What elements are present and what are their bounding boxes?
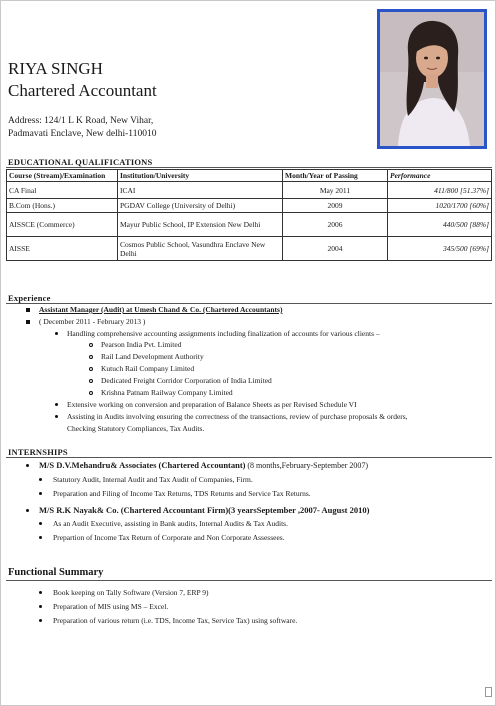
functional-point: Preparation of MIS using MS – Excel.: [53, 602, 169, 611]
cell-course: AISSE: [7, 237, 118, 261]
experience-role: Assistant Manager (Audit) at Umesh Chand & Co. (Chartered Accountants): [39, 305, 283, 314]
divider: [6, 303, 492, 304]
cell-year: 2009: [283, 199, 388, 213]
internship-1-title: M/S D.V.Mehandru& Associates (Chartered Accountant): [39, 460, 246, 470]
candidate-name: RIYA SINGH: [8, 59, 103, 78]
dot-bullet-icon: [39, 605, 42, 608]
table-row: [7, 213, 492, 237]
dot-bullet-icon: [39, 619, 42, 622]
page-corner-marker: [485, 687, 492, 697]
table-row: [7, 237, 492, 261]
circle-bullet-icon: [89, 355, 93, 359]
internship-2-point: As an Audit Executive, assisting in Bank audits, Internal Audits & Tax Audits.: [53, 519, 288, 528]
experience-point: Extensive working on conversion and preparation of Balance Sheets as per Revised Schedule VI: [67, 400, 357, 409]
education-heading: EDUCATIONAL QUALIFICATIONS: [8, 157, 153, 167]
dot-bullet-icon: [39, 591, 42, 594]
internship-1-heading: [39, 460, 368, 470]
table-row: [7, 182, 492, 199]
circle-bullet-icon: [89, 379, 93, 383]
internship-2-point: Prepartion of Income Tax Return of Corporate and Non Corporate Assessees.: [53, 533, 285, 542]
address-line-2: Padmavati Enclave, New delhi-110010: [8, 129, 157, 139]
experience-period: ( December 2011 - February 2013 ): [39, 317, 146, 326]
cell-course: B.Com (Hons.): [7, 199, 118, 213]
internship-1-point: Statutory Audit, Internal Audit and Tax Audit of Companies, Firm.: [53, 475, 253, 484]
cell-performance: 411/800 [51.37%]: [388, 182, 492, 199]
dot-bullet-icon: [55, 332, 58, 335]
cell-year: 2004: [283, 237, 388, 261]
functional-point: Preparation of various return (i.e. TDS, Income Tax, Service Tax) using software.: [53, 616, 298, 625]
internship-1-period: (8 months,February-September 2007): [247, 461, 369, 470]
experience-point: Assisting in Audits involving ensuring the correctness of the transactions, review of purchase proposals & orders,: [67, 412, 408, 421]
cell-performance: 440/500 [88%]: [388, 213, 492, 237]
divider: [6, 580, 492, 581]
cell-year: 2006: [283, 213, 388, 237]
col-institution: Institution/University: [118, 170, 283, 182]
col-performance: Performance: [388, 170, 492, 182]
education-table: [6, 169, 492, 261]
col-course: Course (Stream)/Examination: [7, 170, 118, 182]
table-row: [7, 199, 492, 213]
client-item: Pearson India Pvt. Limited: [101, 340, 182, 349]
dot-bullet-icon: [26, 509, 29, 512]
cell-institution: Cosmos Public School, Vasundhra Enclave New Delhi: [118, 237, 283, 261]
functional-point: Book keeping on Tally Software (Version 7, ERP 9): [53, 588, 209, 597]
square-bullet-icon: [26, 320, 30, 324]
cell-institution: Mayur Public School, IP Extension New Delhi: [118, 213, 283, 237]
cell-institution: ICAI: [118, 182, 283, 199]
cell-performance: 345/500 [69%]: [388, 237, 492, 261]
candidate-title: Chartered Accountant: [8, 81, 157, 100]
dot-bullet-icon: [55, 403, 58, 406]
internship-1-point: Preparation and Filing of Income Tax Returns, TDS Returns and Service Tax Returns.: [53, 489, 311, 498]
experience-heading: Experience: [8, 293, 51, 303]
dot-bullet-icon: [26, 464, 29, 467]
cell-course: CA Final: [7, 182, 118, 199]
client-item: Rail Land Development Authority: [101, 352, 204, 361]
cell-year: May 2011: [283, 182, 388, 199]
client-item: Krishna Patnam Railway Company Limited: [101, 388, 233, 397]
cell-course: AISSCE (Commerce): [7, 213, 118, 237]
col-year: Month/Year of Passing: [283, 170, 388, 182]
circle-bullet-icon: [89, 367, 93, 371]
experience-point-continued: Checking Statutory Compliances, Tax Audits.: [67, 424, 205, 433]
dot-bullet-icon: [39, 536, 42, 539]
cell-performance: 1020/1700 [60%]: [388, 199, 492, 213]
dot-bullet-icon: [39, 478, 42, 481]
dot-bullet-icon: [55, 415, 58, 418]
dot-bullet-icon: [39, 492, 42, 495]
experience-point: Handling comprehensive accounting assignments including finalization of accounts for various clients –: [67, 329, 380, 338]
internship-2-title: M/S R.K Nayak& Co. (Chartered Accountant Firm)(3 yearsSeptember ,2007- August 2010): [39, 505, 370, 515]
dot-bullet-icon: [39, 522, 42, 525]
address-line-1: Address: 124/1 L K Road, New Vihar,: [8, 116, 154, 126]
square-bullet-icon: [26, 308, 30, 312]
internships-heading: INTERNSHIPS: [8, 447, 68, 457]
functional-summary-heading: Functional Summary: [8, 567, 104, 578]
divider: [6, 457, 492, 458]
circle-bullet-icon: [89, 343, 93, 347]
circle-bullet-icon: [89, 391, 93, 395]
client-item: Kutuch Rail Company Limited: [101, 364, 195, 373]
cell-institution: PGDAV College (University of Delhi): [118, 199, 283, 213]
divider: [6, 167, 492, 168]
table-header-row: [7, 170, 492, 182]
portrait-illustration: [380, 12, 484, 146]
client-item: Dedicated Freight Corridor Corporation of India Limited: [101, 376, 272, 385]
profile-photo: [377, 9, 487, 149]
